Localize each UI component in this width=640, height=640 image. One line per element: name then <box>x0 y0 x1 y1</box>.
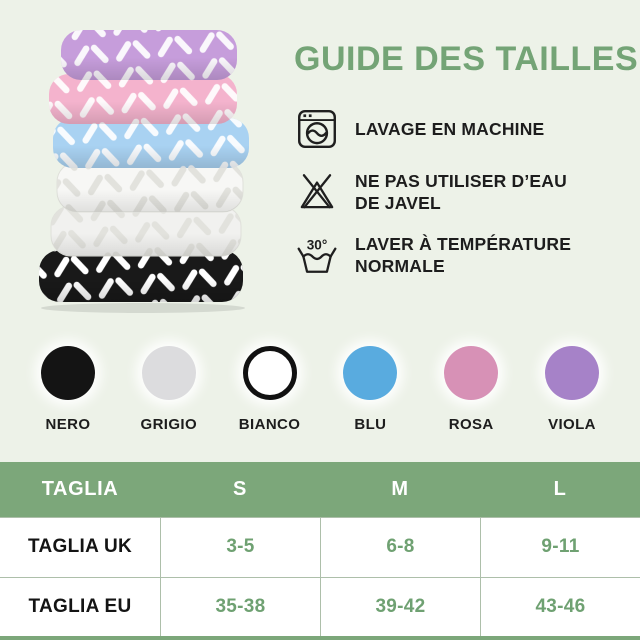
sock-blue <box>53 118 249 168</box>
size-value-uk-s: 3-5 <box>160 518 320 577</box>
sock-black <box>39 250 243 302</box>
size-table <box>0 462 640 640</box>
sock-white-1 <box>57 162 243 212</box>
color-dot-blu <box>343 346 397 400</box>
temperature-value: 30° <box>306 237 328 253</box>
size-value-uk-l: 9-11 <box>480 518 640 577</box>
size-table-header <box>0 462 640 517</box>
color-swatch-bianco <box>230 346 310 433</box>
size-value-eu-s: 35-38 <box>160 578 320 637</box>
color-dot-grigio <box>142 346 196 400</box>
header-cell-l: L <box>553 478 567 500</box>
product-photo <box>24 22 262 314</box>
row-label: TAGLIA EU <box>28 595 132 617</box>
color-options <box>28 346 612 433</box>
color-label: VIOLA <box>548 416 596 433</box>
color-label: GRIGIO <box>140 416 198 433</box>
sock-pink <box>49 74 237 124</box>
color-dot-viola <box>545 346 599 400</box>
color-dot-bianco <box>243 346 297 400</box>
color-swatch-rosa <box>431 346 511 433</box>
info-column <box>294 40 639 278</box>
care-item-label: NE PAS UTILISER D’EAU DE JAVEL <box>355 170 567 213</box>
care-item-no-bleach <box>294 169 628 215</box>
color-swatch-grigio <box>129 346 209 433</box>
header-cell-s: S <box>233 478 247 500</box>
color-label: BIANCO <box>238 416 301 433</box>
machine-wash-icon <box>294 106 340 152</box>
no-bleach-icon <box>294 169 340 215</box>
header-cell-taglia: TAGLIA <box>41 478 119 500</box>
size-value-eu-m: 39-42 <box>320 578 480 637</box>
color-label: BLU <box>354 416 387 433</box>
page-title: GUIDE DES TAILLES <box>294 40 639 78</box>
table-row-uk <box>0 517 640 577</box>
care-item-wash-temperature <box>294 232 628 278</box>
color-label: ROSA <box>448 416 494 433</box>
care-instructions <box>294 106 628 278</box>
sock-stack-image <box>24 22 262 314</box>
care-item-label: LAVAGE EN MACHINE <box>355 118 545 139</box>
size-value-uk-m: 6-8 <box>320 518 480 577</box>
row-label: TAGLIA UK <box>27 536 133 558</box>
sock-white-2 <box>51 206 241 256</box>
color-dot-rosa <box>444 346 498 400</box>
wash-temperature-icon <box>294 232 340 278</box>
table-row-eu <box>0 577 640 637</box>
color-swatch-viola <box>532 346 612 433</box>
color-swatch-blu <box>330 346 410 433</box>
care-item-label: LAVER À TEMPÉRATURE NORMALE <box>355 233 572 276</box>
sock-purple <box>61 30 237 80</box>
color-swatch-nero <box>28 346 108 433</box>
color-dot-nero <box>41 346 95 400</box>
header-cell-m: M <box>391 478 409 500</box>
color-label: NERO <box>45 416 91 433</box>
size-value-eu-l: 43-46 <box>480 578 640 637</box>
care-item-machine-wash <box>294 106 628 152</box>
